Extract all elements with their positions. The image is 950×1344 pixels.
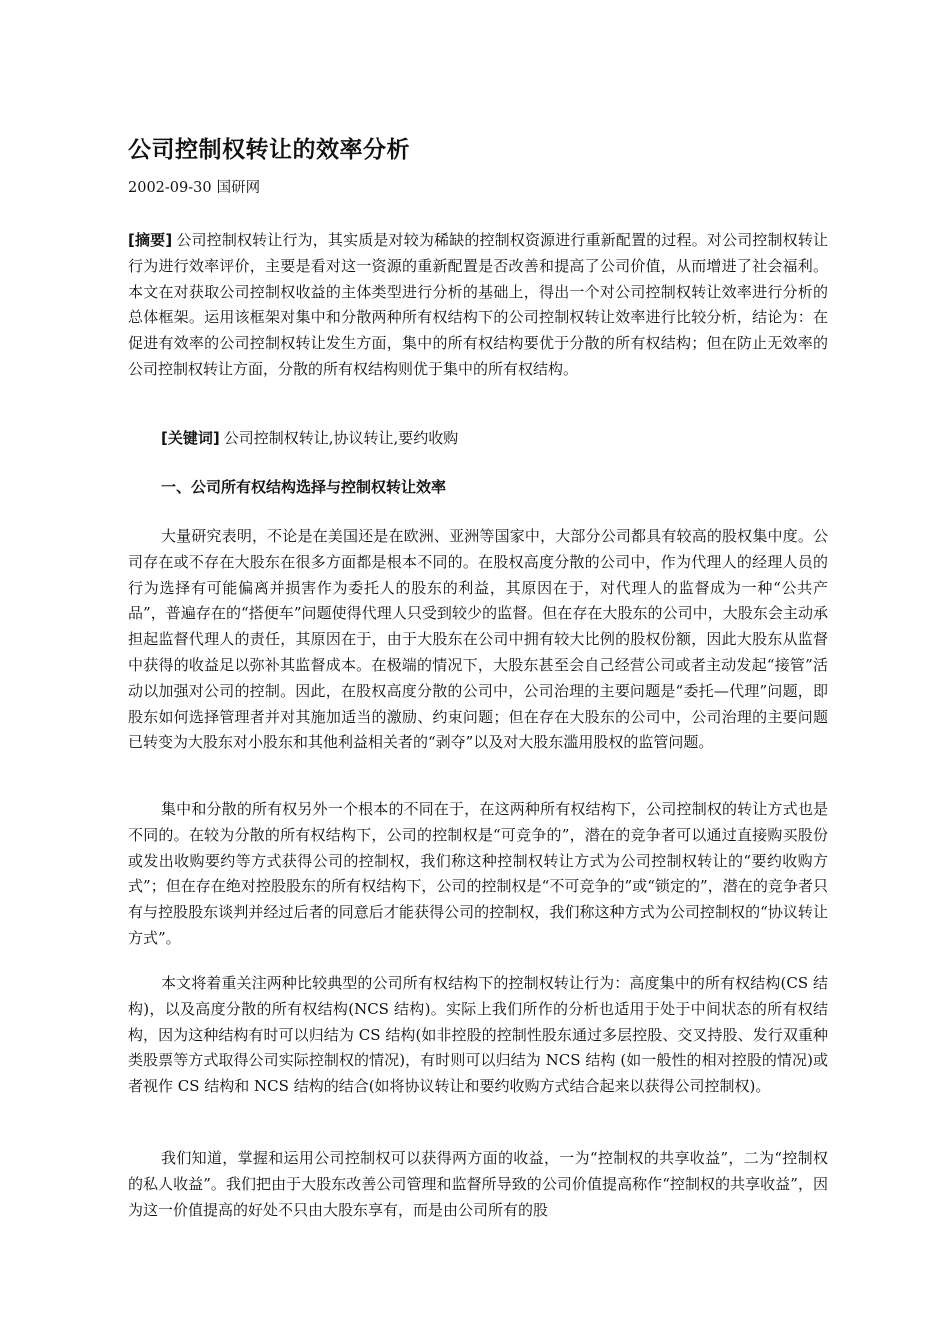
article-date: 2002-09-30 — [128, 180, 212, 196]
abstract-label: [摘要] — [128, 231, 173, 249]
article-dateline — [128, 177, 260, 199]
body-paragraph-3: 本文将着重关注两种比较典型的公司所有权结构下的控制权转让行为：高度集中的所有权结构(CS 结构)，以及高度分散的所有权结构(NCS 结构)。实际上我们所作的分析也适用于处于中间状态的所有权结构，因为这种结构有时可以归结为 CS 结构(如非控股的控制性股东通过多层控股、交叉持股、发行双重种类股票等方式取得公司实际控制权的情况)，有时则可以归结为 NCS 结构 (如一般性的相对控股的情况)或者视作 CS 结构和 NCS 结构的结合(如将协议转让和要约收购方式结合起来以获得公司控制权)。 — [128, 974, 828, 1096]
keywords-label: [关键词] — [161, 429, 220, 447]
abstract-text: 公司控制权转让行为，其实质是对较为稀缺的控制权资源进行重新配置的过程。对公司控制权转让行为进行效率评价，主要是看对这一资源的重新配置是否改善和提高了公司价值，从而增进了社会福利。本文在对获取公司控制权收益的主体类型进行分析的基础上，得出一个对公司控制权转让效率进行分析的总体框架。运用该框架对集中和分散两种所有权结构下的公司控制权转让效率进行比较分析，结论为：在促进有效率的公司控制权转让发生方面，集中的所有权结构要优于分散的所有权结构；但在防止无效率的公司控制权转让方面，分散的所有权结构则优于集中的所有权结构。 — [128, 231, 828, 378]
keywords-line — [161, 426, 458, 451]
article-title: 公司控制权转让的效率分析 — [128, 137, 410, 163]
keywords-text: 公司控制权转让,协议转让,要约收购 — [223, 429, 459, 447]
body-paragraph-2: 集中和分散的所有权另外一个根本的不同在于，在这两种所有权结构下，公司控制权的转让方式也是不同的。在较为分散的所有权结构下，公司的控制权是“可竞争的”，潜在的竞争者可以通过直接购买股份或发出收购要约等方式获得公司的控制权，我们称这种控制权转让方式为公司控制权转让的“要约收购方式”；但在存在绝对控股股东的所有权结构下，公司的控制权是“不可竞争的”或“锁定的”，潜在的竞争者只有与控股股东谈判并经过后者的同意后才能获得公司的控制权，我们称这种方式为公司控制权的“协议转让方式”。 — [128, 800, 828, 947]
body-paragraph-4: 我们知道，掌握和运用公司控制权可以获得两方面的收益，一为“控制权的共享收益”，二为“控制权的私人收益”。我们把由于大股东改善公司管理和监督所导致的公司价值提高称作“控制权的共享收益”，因为这一价值提高的好处不只由大股东享有，而是由公司所有的股 — [128, 1149, 828, 1219]
article-source: 国研网 — [216, 180, 261, 196]
abstract-paragraph — [128, 228, 828, 383]
section-heading: 一、公司所有权结构选择与控制权转让效率 — [161, 478, 447, 496]
body-paragraph-1: 大量研究表明，不论是在美国还是在欧洲、亚洲等国家中，大部分公司都具有较高的股权集中度。公司存在或不存在大股东在很多方面都是根本不同的。在股权高度分散的公司中，作为代理人的经理人员的行为选择有可能偏离并损害作为委托人的股东的利益，其原因在于，对代理人的监督成为一种“公共产品”，普遍存在的“搭便车”问题使得代理人只受到较少的监督。但在存在大股东的公司中，大股东会主动承担起监督代理人的责任，其原因在于，由于大股东在公司中拥有较大比例的股权份额，因此大股东从监督中获得的收益足以弥补其监督成本。在极端的情况下，大股东甚至会自己经营公司或者主动发起“接管”活动以加强对公司的控制。因此，在股权高度分散的公司中，公司治理的主要问题是“委托—代理”问题，即股东如何选择管理者并对其施加适当的激励、约束问题；但在存在大股东的公司中，公司治理的主要问题已转变为大股东对小股东和其他利益相关者的“剥夺”以及对大股东滥用股权的监管问题。 — [128, 527, 828, 752]
